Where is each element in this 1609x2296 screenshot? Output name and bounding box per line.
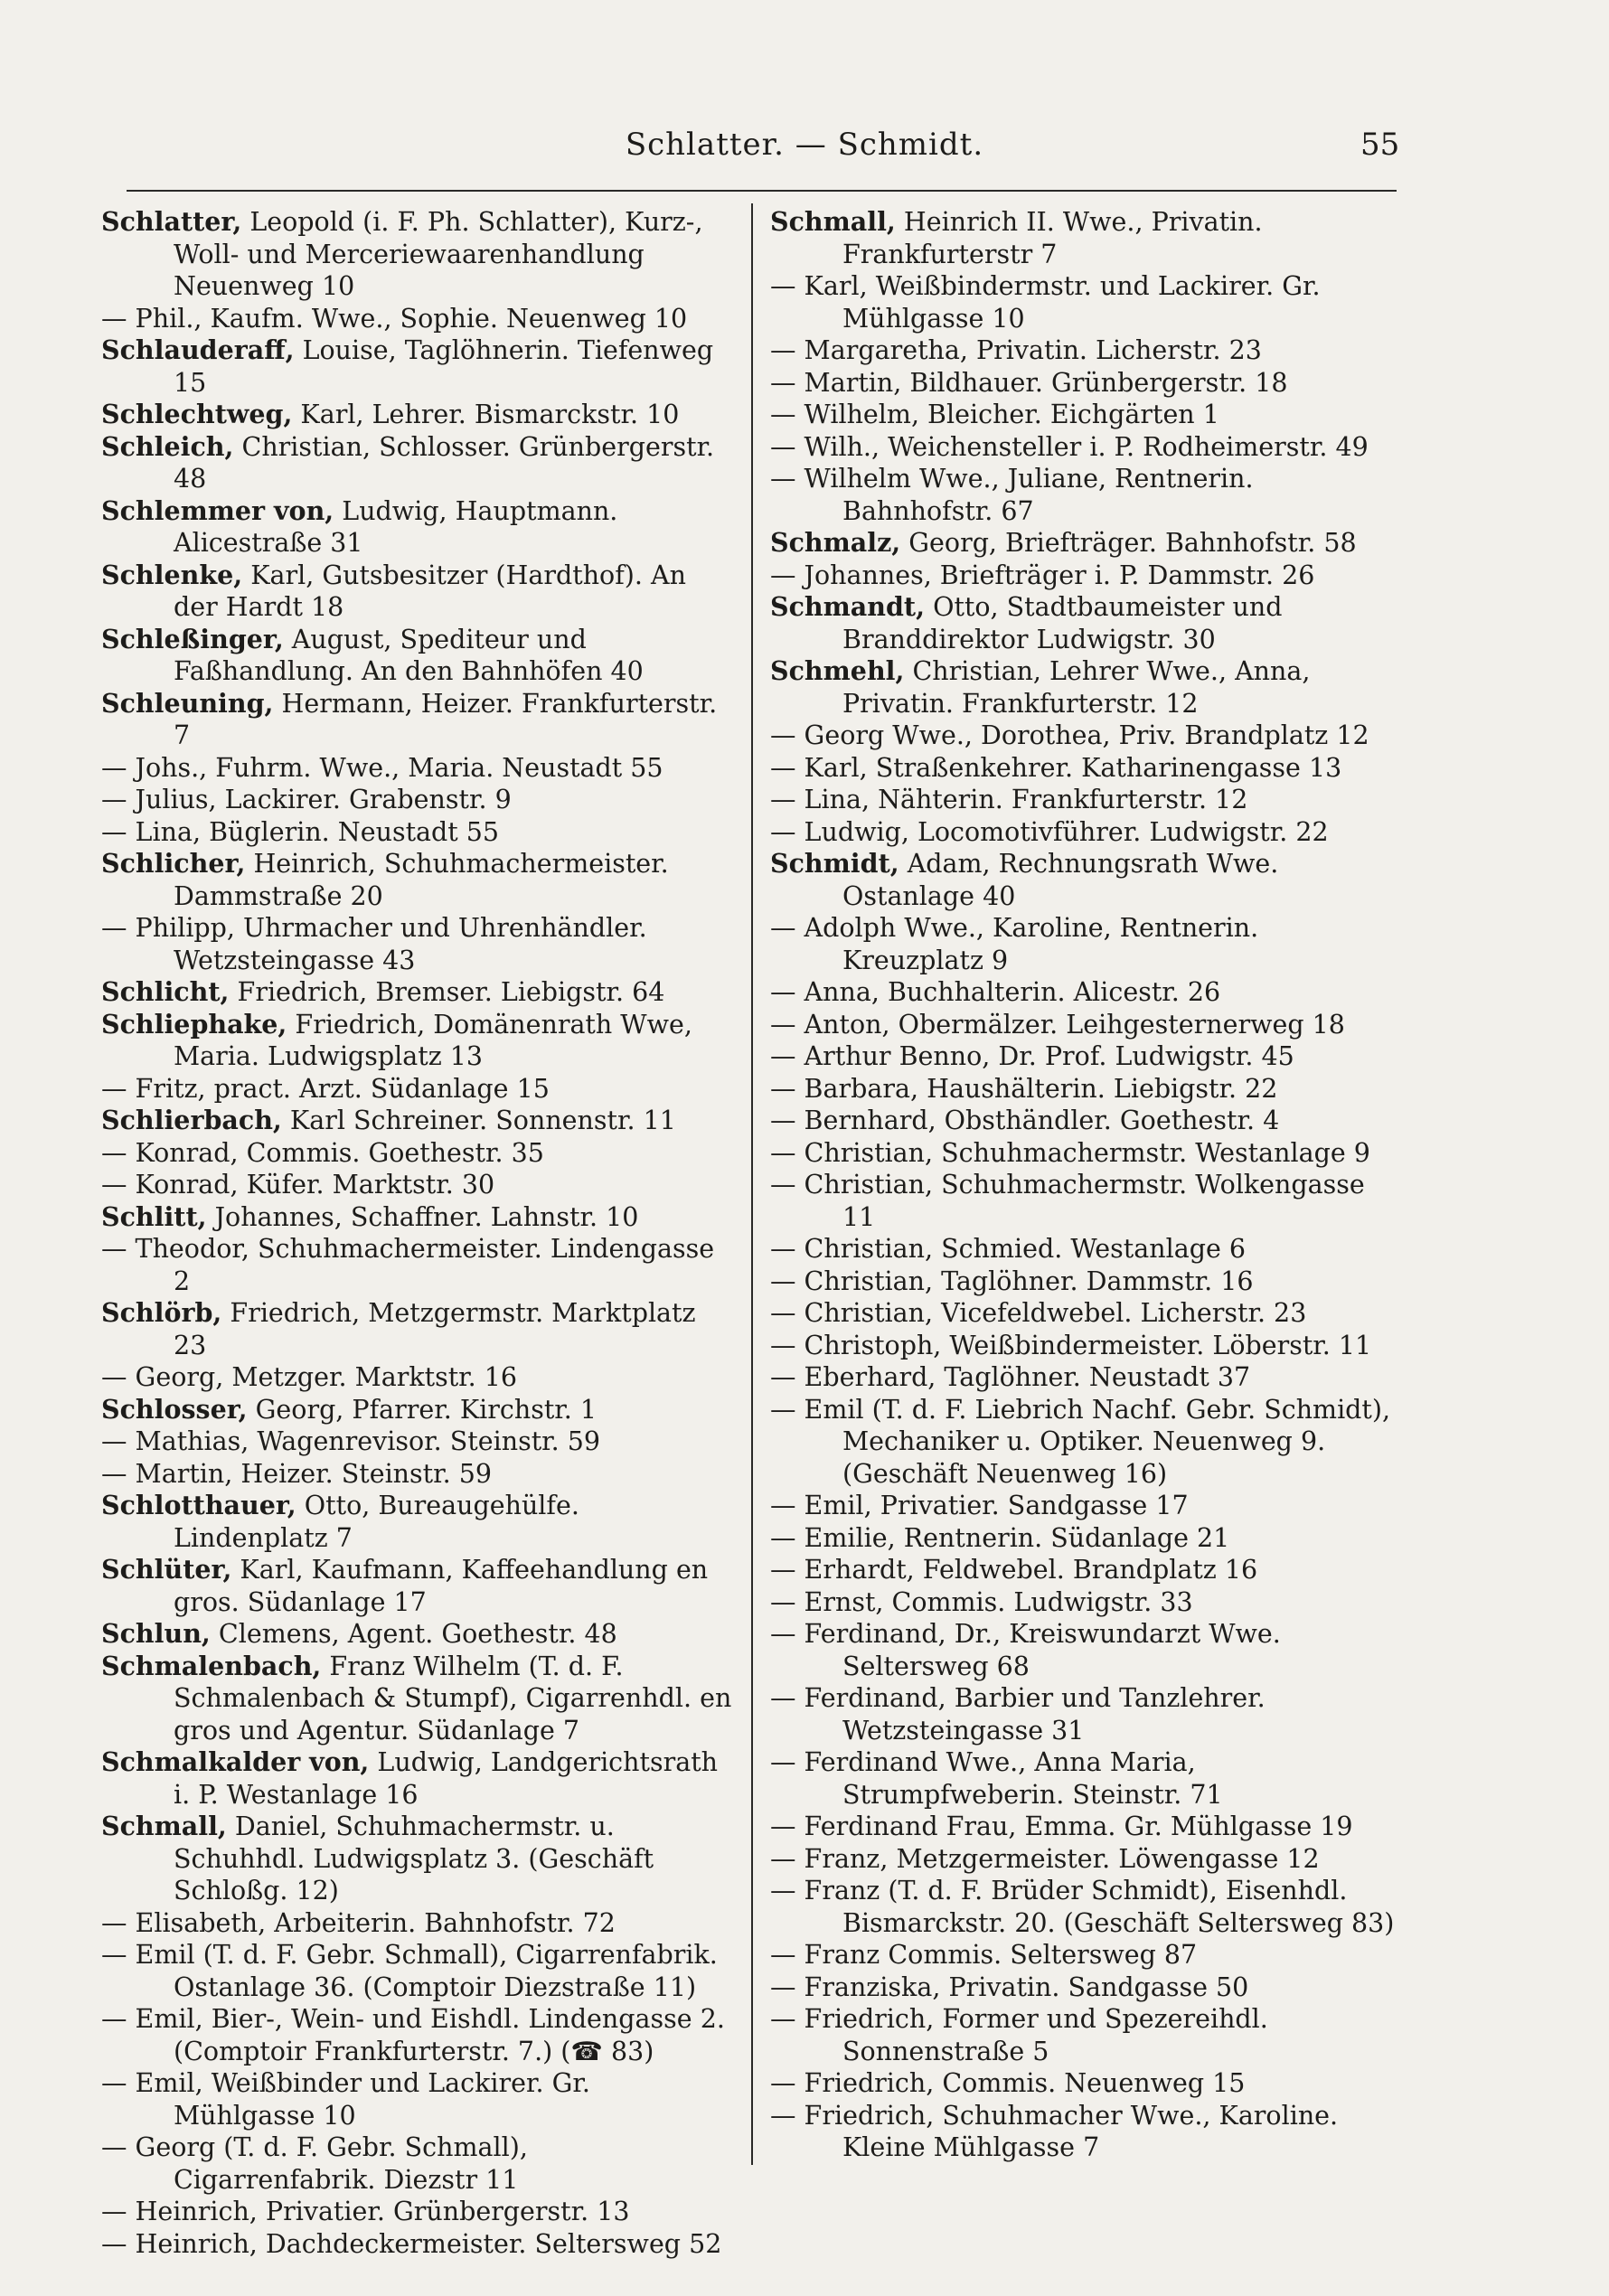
directory-entry	[101, 848, 734, 912]
entry-text: — Margaretha, Privatin. Licherstr. 23	[770, 335, 1262, 365]
directory-entry	[101, 303, 734, 335]
entry-text: Karl Schreiner. Sonnenstr. 11	[281, 1106, 676, 1135]
directory-entry	[770, 334, 1403, 367]
directory-entry	[770, 527, 1403, 560]
directory-entry	[770, 1522, 1403, 1555]
entry-text: — Emil, Privatier. Sandgasse 17	[770, 1491, 1189, 1520]
entry-surname: Schmalkalder von,	[101, 1746, 370, 1777]
entry-text: Ludwig, Hauptmann. Alicestraße 31	[174, 495, 618, 558]
directory-entry	[101, 2131, 734, 2196]
entry-text: — Arthur Benno, Dr. Prof. Ludwigstr. 45	[770, 1041, 1294, 1071]
entry-text: — Christian, Schmied. Westanlage 6	[770, 1234, 1246, 1264]
directory-entry	[770, 1875, 1403, 1939]
page-header-title: Schlatter. — Schmidt.	[625, 127, 984, 163]
entry-text: — Georg, Metzger. Marktstr. 16	[101, 1362, 518, 1392]
entry-surname: Schmalenbach,	[101, 1650, 322, 1681]
entry-text: — Bernhard, Obsthändler. Goethestr. 4	[770, 1106, 1280, 1135]
entry-text: — Konrad, Commis. Goethestr. 35	[101, 1137, 544, 1168]
directory-entry	[770, 1040, 1403, 1073]
right-column	[770, 206, 1403, 2164]
directory-entry	[101, 495, 734, 560]
entry-text: — Lina, Büglerin. Neustadt 55	[101, 816, 500, 847]
entry-text: Friedrich, Metzgermstr. Marktplatz 23	[174, 1298, 696, 1360]
entry-text: Christian, Schlosser. Grünbergerstr. 48	[174, 431, 715, 494]
directory-entry	[770, 976, 1403, 1009]
directory-entry	[770, 1490, 1403, 1522]
entry-text: Otto, Bureaugehülfe. Lindenplatz 7	[174, 1491, 579, 1553]
directory-entry	[770, 270, 1403, 334]
directory-entry	[101, 1297, 734, 1361]
directory-entry	[101, 1137, 734, 1170]
entry-text: — Heinrich, Privatier. Grünbergerstr. 13	[101, 2197, 630, 2226]
directory-entry	[770, 1009, 1403, 1041]
entry-text: — Friedrich, Schuhmacher Wwe., Karoline. Kleine Mühlgasse 7	[770, 2100, 1339, 2162]
directory-entry	[770, 560, 1403, 592]
entry-surname: Schmall,	[101, 1811, 227, 1841]
directory-entry	[770, 1586, 1403, 1619]
column-divider	[751, 203, 753, 2165]
directory-entry	[770, 1361, 1403, 1394]
entry-text: August, Spediteur und Faßhandlung. An den Bahnhöfen 40	[174, 624, 644, 686]
entry-text: — Franziska, Privatin. Sandgasse 50	[770, 1971, 1249, 2002]
entry-surname: Schmehl,	[770, 655, 905, 686]
entry-text: — Karl, Weißbindermstr. und Lackirer. Gr. Mühlgasse 10	[770, 271, 1321, 334]
directory-entry	[770, 367, 1403, 400]
entry-surname: Schlauderaff,	[101, 334, 295, 365]
directory-entry	[101, 1073, 734, 1106]
directory-entry	[770, 1233, 1403, 1266]
entry-text: — Martin, Heizer. Steinstr. 59	[101, 1458, 492, 1489]
directory-entry	[770, 1939, 1403, 1971]
directory-entry	[101, 976, 734, 1009]
entry-text: — Wilhelm, Bleicher. Eichgärten 1	[770, 400, 1219, 429]
directory-entry	[770, 1618, 1403, 1682]
entry-text: Georg, Briefträger. Bahnhofstr. 58	[900, 528, 1357, 558]
entry-text: Clemens, Agent. Goethestr. 48	[210, 1619, 617, 1649]
directory-entry	[101, 1907, 734, 1940]
entry-text: — Eberhard, Taglöhner. Neustadt 37	[770, 1362, 1251, 1392]
directory-entry	[101, 816, 734, 849]
entry-surname: Schlörb,	[101, 1297, 222, 1328]
directory-entry	[770, 591, 1403, 655]
directory-entry	[770, 1811, 1403, 1843]
entry-text: — Christian, Schuhmachermstr. Westanlage 9	[770, 1137, 1370, 1168]
entry-text: — Lina, Nähterin. Frankfurterstr. 12	[770, 785, 1248, 814]
directory-entry	[101, 1811, 734, 1907]
directory-entry	[101, 431, 734, 495]
directory-entry	[770, 1073, 1403, 1106]
directory-entry	[101, 1201, 734, 1234]
entry-text: — Anna, Buchhalterin. Alicestr. 26	[770, 977, 1221, 1007]
directory-entry	[101, 1233, 734, 1297]
entry-surname: Schmidt,	[770, 848, 899, 879]
entry-surname: Schlierbach,	[101, 1105, 282, 1135]
entry-text: — Georg Wwe., Dorothea, Priv. Brandplatz 12	[770, 720, 1369, 750]
entry-text: — Theodor, Schuhmachermeister. Lindengasse 2	[101, 1234, 715, 1296]
entry-text: — Ferdinand, Dr., Kreiswundarzt Wwe. Seltersweg 68	[770, 1619, 1281, 1681]
directory-entry	[101, 1939, 734, 2003]
directory-entry	[770, 752, 1403, 785]
entry-text: Hermann, Heizer. Frankfurterstr. 7	[174, 688, 718, 750]
page-number: 55	[1360, 127, 1400, 163]
directory-entry	[101, 1651, 734, 1747]
directory-entry	[770, 1169, 1403, 1233]
directory-entry	[101, 1361, 734, 1394]
entry-text: — Georg (T. d. F. Gebr. Schmall), Cigarrenfabrik. Diezstr 11	[101, 2132, 528, 2195]
entry-surname: Schmall,	[770, 206, 896, 237]
entry-text: Ludwig, Landgerichtsrath i. P. Westanlage 16	[174, 1747, 718, 1810]
entry-text: — Julius, Lackirer. Grabenstr. 9	[101, 785, 512, 814]
entry-text: Heinrich II. Wwe., Privatin. Frankfurterstr 7	[842, 207, 1263, 269]
directory-entry	[770, 431, 1403, 464]
directory-entry	[770, 1971, 1403, 2004]
directory-entry	[101, 1618, 734, 1651]
directory-entry	[101, 1458, 734, 1491]
entry-text: — Christian, Vicefeldwebel. Licherstr. 23	[770, 1298, 1307, 1328]
directory-entry	[770, 2067, 1403, 2100]
directory-entry	[770, 463, 1403, 527]
entry-surname: Schmandt,	[770, 591, 926, 622]
entry-surname: Schlechtweg,	[101, 399, 293, 429]
entry-text: Karl, Lehrer. Bismarckstr. 10	[292, 400, 680, 429]
directory-entry	[770, 720, 1403, 752]
entry-text: Franz Wilhelm (T. d. F. Schmalenbach & Stumpf), Cigarrenhdl. en gros und Agentur. Südanlage 7	[174, 1651, 732, 1746]
entry-text: — Erhardt, Feldwebel. Brandplatz 16	[770, 1555, 1258, 1585]
entry-text: — Fritz, pract. Arzt. Südanlage 15	[101, 1073, 550, 1104]
entry-text: — Emil (T. d. F. Gebr. Schmall), Cigarrenfabrik. Ostanlage 36. (Comptoir Diezstraße 11)	[101, 1940, 718, 2002]
entry-text: Otto, Stadtbaumeister und Branddirektor Ludwigstr. 30	[842, 592, 1283, 654]
directory-entry	[101, 2228, 734, 2261]
entry-text: Karl, Kaufmann, Kaffeehandlung en gros. Südanlage 17	[174, 1555, 709, 1617]
entry-text: — Ferdinand Wwe., Anna Maria, Strumpfweberin. Steinstr. 71	[770, 1747, 1223, 1810]
entry-text: Karl, Gutsbesitzer (Hardthof). An der Hardt 18	[174, 560, 686, 622]
entry-text: — Wilh., Weichensteller i. P. Rodheimerstr. 49	[770, 431, 1369, 462]
entry-text: — Mathias, Wagenrevisor. Steinstr. 59	[101, 1426, 601, 1456]
directory-entry	[101, 688, 734, 752]
entry-text: — Adolph Wwe., Karoline, Rentnerin. Kreuzplatz 9	[770, 913, 1259, 975]
directory-entry	[101, 1426, 734, 1458]
entry-text: — Ferdinand Frau, Emma. Gr. Mühlgasse 19	[770, 1811, 1353, 1841]
entry-surname: Schlemmer von,	[101, 494, 334, 526]
directory-entry	[101, 2196, 734, 2228]
entry-surname: Schleich,	[101, 430, 234, 462]
directory-entry	[101, 1490, 734, 1554]
entry-surname: Schlosser,	[101, 1393, 248, 1425]
entry-text: Christian, Lehrer Wwe., Anna, Privatin. Frankfurterstr. 12	[842, 656, 1311, 719]
entry-text: — Johannes, Briefträger i. P. Dammstr. 26	[770, 560, 1315, 590]
entry-surname: Schliephake,	[101, 1008, 287, 1040]
directory-entry	[770, 912, 1403, 976]
directory-entry	[101, 334, 734, 399]
entry-text: — Christian, Taglöhner. Dammstr. 16	[770, 1266, 1254, 1296]
directory-entry	[770, 2003, 1403, 2067]
directory-entry	[770, 816, 1403, 849]
directory-entry	[770, 1746, 1403, 1811]
entry-text: — Heinrich, Dachdeckermeister. Seltersweg 52	[101, 2228, 722, 2259]
entry-surname: Schlun,	[101, 1618, 211, 1649]
entry-text: Louise, Taglöhnerin. Tiefenweg 15	[174, 335, 714, 398]
directory-entry	[101, 1009, 734, 1073]
entry-surname: Schlicht,	[101, 976, 230, 1007]
directory-entry	[770, 784, 1403, 816]
header-rule	[127, 190, 1397, 192]
entry-text: Friedrich, Domänenrath Wwe, Maria. Ludwigsplatz 13	[174, 1009, 692, 1071]
entry-surname: Schlenke,	[101, 559, 243, 590]
entry-text: — Wilhelm Wwe., Juliane, Rentnerin. Bahnhofstr. 67	[770, 464, 1254, 526]
directory-entry	[101, 784, 734, 816]
entry-text: — Friedrich, Commis. Neuenweg 15	[770, 2068, 1246, 2098]
entry-surname: Schleßinger,	[101, 623, 284, 654]
directory-entry	[770, 1843, 1403, 1876]
directory-entry	[770, 399, 1403, 431]
entry-text: Heinrich, Schuhmachermeister. Dammstraße 20	[174, 849, 669, 911]
directory-entry	[101, 2067, 734, 2131]
directory-entry	[101, 206, 734, 303]
entry-text: — Konrad, Küfer. Marktstr. 30	[101, 1170, 495, 1200]
entry-text: Daniel, Schuhmachermstr. u. Schuhhdl. Ludwigsplatz 3. (Geschäft Schloßg. 12)	[174, 1811, 654, 1905]
entry-text: — Anton, Obermälzer. Leihgesternerweg 18	[770, 1009, 1345, 1040]
entry-surname: Schlatter,	[101, 206, 242, 237]
directory-entry	[770, 2100, 1403, 2164]
entry-surname: Schmalz,	[770, 527, 901, 558]
directory-entry	[101, 560, 734, 624]
directory-entry	[101, 624, 734, 688]
directory-entry	[770, 1137, 1403, 1170]
entry-text: — Emil, Weißbinder und Lackirer. Gr. Mühlgasse 10	[101, 2068, 590, 2131]
directory-entry	[770, 1682, 1403, 1746]
entry-text: — Elisabeth, Arbeiterin. Bahnhofstr. 72	[101, 1907, 616, 1938]
entry-text: — Emil (T. d. F. Liebrich Nachf. Gebr. Schmidt), Mechaniker u. Optiker. Neuenweg 9. (Geschäft Neuenweg 16)	[770, 1394, 1391, 1489]
directory-entry	[770, 1394, 1403, 1491]
directory-entry	[770, 1105, 1403, 1137]
entry-text: — Franz Commis. Seltersweg 87	[770, 1940, 1198, 1970]
entry-text: Leopold (i. F. Ph. Schlatter), Kurz-, Woll- und Merceriewaarenhandlung Neuenweg 10	[174, 207, 703, 301]
directory-entry	[101, 912, 734, 976]
entry-text: Friedrich, Bremser. Liebigstr. 64	[229, 977, 665, 1007]
entry-text: — Franz (T. d. F. Brüder Schmidt), Eisenhdl. Bismarckstr. 20. (Geschäft Seltersweg 83)	[770, 1876, 1395, 1938]
entry-text: Georg, Pfarrer. Kirchstr. 1	[247, 1394, 597, 1425]
entry-text: — Phil., Kaufm. Wwe., Sophie. Neuenweg 10	[101, 303, 688, 334]
entry-text: — Martin, Bildhauer. Grünbergerstr. 18	[770, 367, 1288, 398]
entry-text: — Barbara, Haushälterin. Liebigstr. 22	[770, 1073, 1278, 1104]
entry-text: — Emil, Bier-, Wein- und Eishdl. Lindengasse 2. (Comptoir Frankfurterstr. 7.) (☎ 83)	[101, 2004, 725, 2066]
directory-entry	[770, 1554, 1403, 1586]
directory-entry	[770, 1297, 1403, 1330]
entry-text: — Franz, Metzgermeister. Löwengasse 12	[770, 1843, 1320, 1874]
entry-surname: Schleuning,	[101, 687, 274, 719]
directory-entry	[770, 1330, 1403, 1362]
entry-text: Johannes, Schaffner. Lahnstr. 10	[206, 1201, 639, 1232]
directory-entry	[101, 1746, 734, 1811]
entry-text: Adam, Rechnungsrath Wwe. Ostanlage 40	[842, 849, 1279, 911]
directory-entry	[101, 1394, 734, 1426]
directory-entry	[101, 1169, 734, 1201]
directory-entry	[770, 1266, 1403, 1298]
directory-entry	[101, 752, 734, 785]
directory-entry	[770, 206, 1403, 270]
entry-text: — Karl, Straßenkehrer. Katharinengasse 13	[770, 752, 1342, 783]
entry-text: — Christoph, Weißbindermeister. Löberstr. 11	[770, 1330, 1372, 1360]
entry-text: — Johs., Fuhrm. Wwe., Maria. Neustadt 55	[101, 752, 663, 783]
directory-entry	[101, 399, 734, 431]
entry-text: — Christian, Schuhmachermstr. Wolkengasse 11	[770, 1170, 1365, 1232]
entry-surname: Schlotthauer,	[101, 1490, 296, 1520]
directory-entry	[101, 2003, 734, 2067]
entry-text: — Ernst, Commis. Ludwigstr. 33	[770, 1586, 1193, 1617]
entry-text: — Ferdinand, Barbier und Tanzlehrer. Wetzsteingasse 31	[770, 1683, 1266, 1746]
directory-entry	[101, 1105, 734, 1137]
directory-entry	[770, 848, 1403, 912]
directory-entry	[101, 1554, 734, 1618]
entry-text: — Philipp, Uhrmacher und Uhrenhändler. Wetzsteingasse 43	[101, 913, 647, 975]
entry-surname: Schlitt,	[101, 1200, 207, 1232]
entry-surname: Schlicher,	[101, 848, 246, 879]
entry-text: — Ludwig, Locomotivführer. Ludwigstr. 22	[770, 816, 1329, 847]
left-column	[101, 206, 734, 2260]
entry-surname: Schlüter,	[101, 1554, 232, 1585]
directory-entry	[770, 655, 1403, 720]
entry-text: — Friedrich, Former und Spezereihdl. Sonnenstraße 5	[770, 2004, 1268, 2066]
entry-text: — Emilie, Rentnerin. Südanlage 21	[770, 1522, 1230, 1553]
